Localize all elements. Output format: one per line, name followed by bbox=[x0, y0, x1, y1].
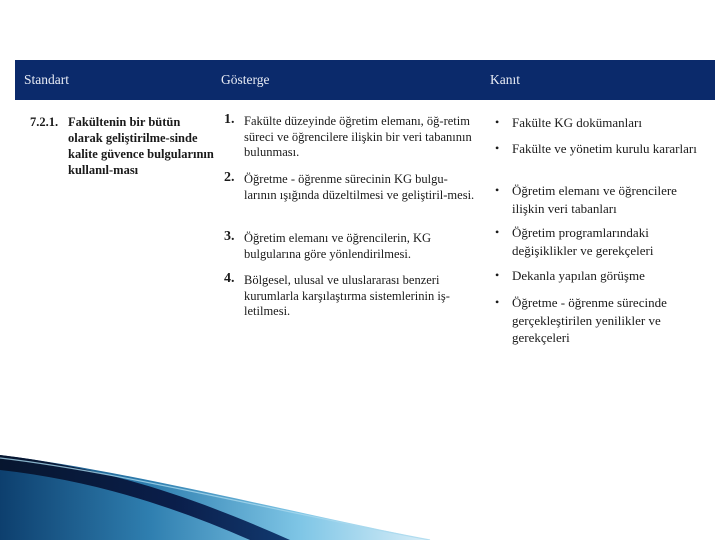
indicator-number: 2. bbox=[224, 170, 235, 185]
evidence-text: Öğretme - öğrenme sürecinde gerçekleştirilen yenilikler ve gerekçeleri bbox=[512, 295, 667, 345]
evidence-text: Fakülte KG dokümanları bbox=[512, 115, 642, 130]
column-header-gosterge: Gösterge bbox=[221, 72, 270, 87]
evidence-text: Dekanla yapılan görüşme bbox=[512, 268, 645, 283]
indicator-number: 1. bbox=[224, 112, 235, 127]
bullet-icon: • bbox=[495, 268, 500, 282]
evidence-text: Öğretim elemanı ve öğrencilere ilişkin veri tabanları bbox=[512, 183, 677, 216]
indicator-text: Fakülte düzeyinde öğretim elemanı, öğ-retim süreci ve öğrencilere ilişkin bir veri tabanının bulunması. bbox=[244, 114, 472, 159]
indicator-text: Bölgesel, ulusal ve uluslararası benzeri kurumlarla karşılaştırma sistemlerinin iş-letilmesi. bbox=[244, 273, 450, 318]
indicator-number: 3. bbox=[224, 229, 235, 244]
bullet-icon: • bbox=[495, 115, 500, 129]
column-header-kanit: Kanıt bbox=[490, 72, 520, 87]
standard-text: Fakültenin bir bütün olarak geliştirilme-sinde kalite güvence bulgularının kullanıl-ması bbox=[68, 115, 214, 177]
bullet-icon: • bbox=[495, 141, 500, 155]
bullet-icon: • bbox=[495, 225, 500, 239]
indicator-text: Öğretme - öğrenme sürecinin KG bulgu-larının ışığında düzeltilmesi ve geliştiril-mesi. bbox=[244, 172, 475, 202]
evidence-text: Fakülte ve yönetim kurulu kararları bbox=[512, 141, 697, 156]
standard-code: 7.2.1. bbox=[30, 115, 59, 129]
evidence-text: Öğretim programlarındaki değişiklikler ve gerekçeleri bbox=[512, 225, 654, 258]
bullet-icon: • bbox=[495, 183, 500, 197]
indicator-number: 4. bbox=[224, 271, 235, 286]
bullet-icon: • bbox=[495, 295, 500, 309]
column-header-standart: Standart bbox=[24, 72, 69, 87]
indicator-text: Öğretim elemanı ve öğrencilerin, KG bulgularına göre yönlendirilmesi. bbox=[244, 231, 432, 261]
